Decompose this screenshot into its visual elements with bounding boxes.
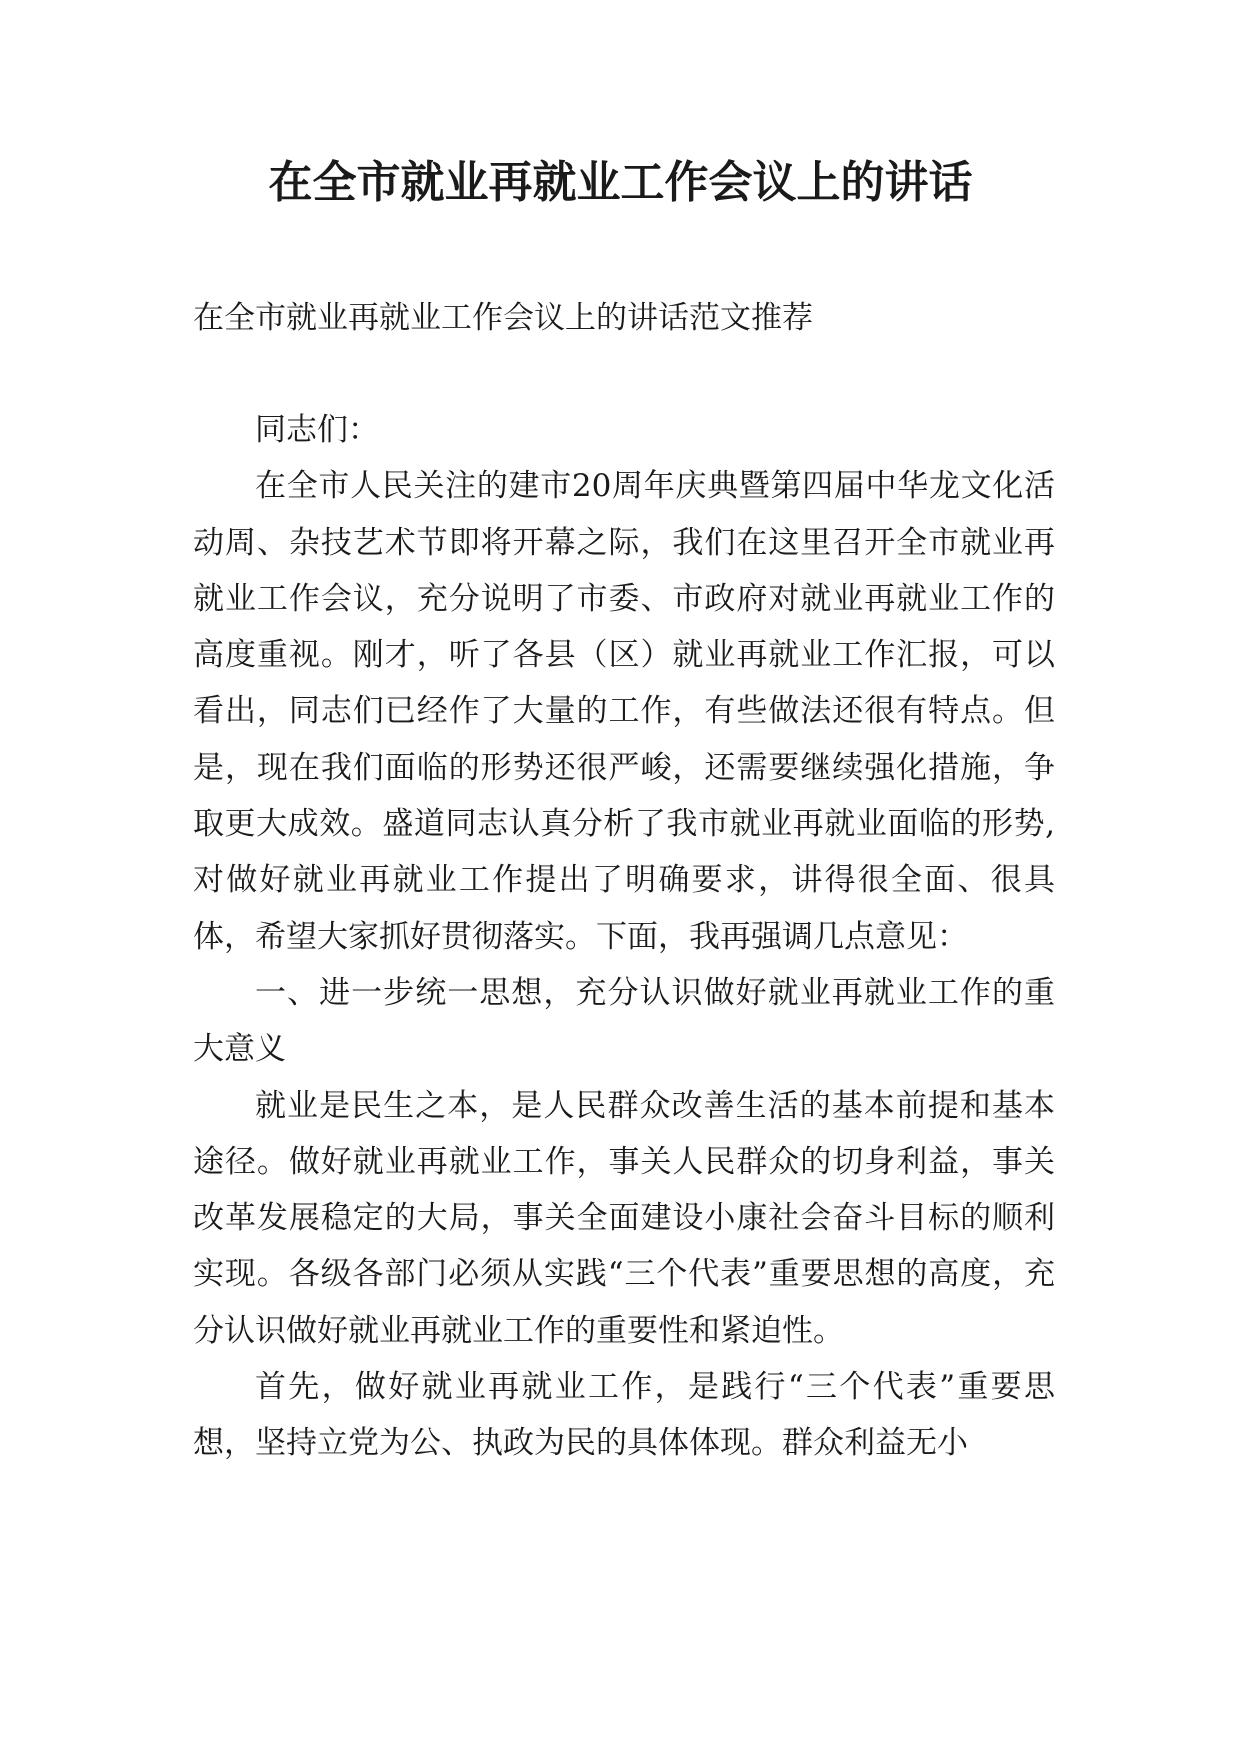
salutation: 同志们： [255,412,379,448]
body-paragraph: 首先，做好就业再就业工作，是践行“三个代表”重要思想，坚持立党为公、执政为民的具体体现。群众利益无小 [193,1369,1055,1462]
body-paragraph: 在全市人民关注的建市20周年庆典暨第四届中华龙文化活动周、杂技艺术节即将开幕之际，我们在这里召开全市就业再就业工作会议，充分说明了市委、市政府对就业再就业工作的高度重视。刚才，听了各县（区）就业再就业工作汇报，可以看出，同志们已经作了大量的工作，有些做法还很有特点。但是，现在我们面临的形势还很严峻，还需要继续强化措施，争取更大成效。盛道同志认真分析了我市就业再就业面临的形势,对做好就业再就业工作提出了明确要求，讲得很全面、很具体，希望大家抓好贯彻落实。下面，我再强调几点意见： [193,468,1055,955]
section-heading: 一、进一步统一思想，充分认识做好就业再就业工作的重大意义 [193,974,1055,1068]
body-paragraph: 就业是民生之本，是人民群众改善生活的基本前提和基本途径。做好就业再就业工作，事关人民群众的切身利益，事关改革发展稳定的大局，事关全面建设小康社会奋斗目标的顺利实现。各级各部门必须从实践“三个代表”重要思想的高度，充分认识做好就业再就业工作的重要性和紧迫性。 [193,1087,1055,1349]
document-body [193,402,1055,1472]
document-title: 在全市就业再就业工作会议上的讲话 [268,157,973,208]
document-subtitle: 在全市就业再就业工作会议上的讲话范文推荐 [193,300,813,336]
